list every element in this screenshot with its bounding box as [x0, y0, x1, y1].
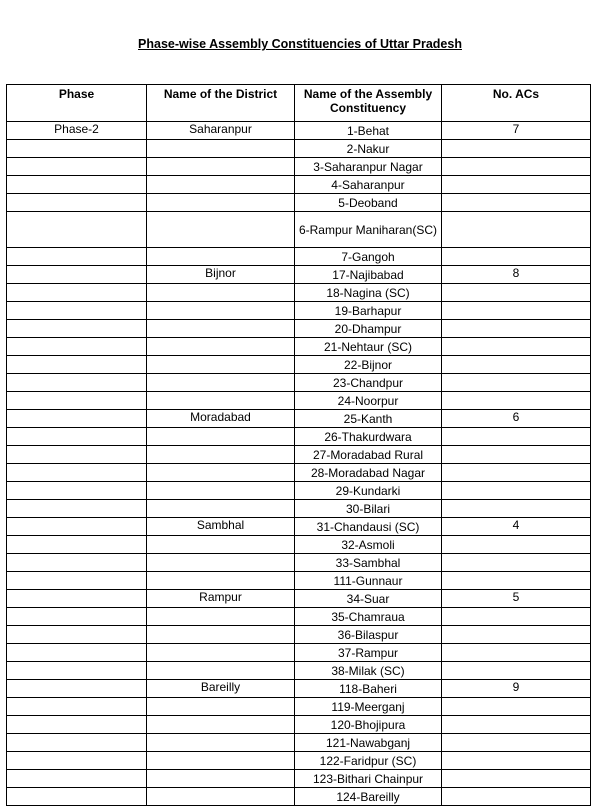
cell-constituency: 111-Gunnaur — [295, 572, 442, 590]
table-row — [7, 302, 591, 320]
cell-phase — [7, 734, 147, 752]
table-row — [7, 140, 591, 158]
cell-district — [147, 482, 295, 500]
table-row — [7, 464, 591, 482]
cell-phase — [7, 140, 147, 158]
cell-constituency: 1-Behat — [295, 122, 442, 140]
cell-phase — [7, 338, 147, 356]
cell-phase — [7, 194, 147, 212]
table-row — [7, 374, 591, 392]
cell-district — [147, 284, 295, 302]
table-row — [7, 392, 591, 410]
cell-district: Bareilly — [147, 680, 295, 698]
table-row — [7, 644, 591, 662]
cell-count — [442, 338, 591, 356]
cell-constituency: 38-Milak (SC) — [295, 662, 442, 680]
cell-district — [147, 158, 295, 176]
cell-constituency: 27-Moradabad Rural — [295, 446, 442, 464]
cell-phase: Phase-2 — [7, 122, 147, 140]
table-row — [7, 572, 591, 590]
cell-count — [442, 482, 591, 500]
cell-constituency: 25-Kanth — [295, 410, 442, 428]
cell-district: Saharanpur — [147, 122, 295, 140]
cell-constituency: 5-Deoband — [295, 194, 442, 212]
header-district: Name of the District — [147, 85, 295, 122]
cell-count: 5 — [442, 590, 591, 608]
cell-district — [147, 428, 295, 446]
cell-phase — [7, 644, 147, 662]
cell-count: 9 — [442, 680, 591, 698]
cell-phase — [7, 608, 147, 626]
cell-count — [442, 374, 591, 392]
cell-constituency: 123-Bithari Chainpur — [295, 770, 442, 788]
table-header-row — [7, 85, 591, 122]
cell-district — [147, 338, 295, 356]
cell-constituency: 121-Nawabganj — [295, 734, 442, 752]
cell-district: Sambhal — [147, 518, 295, 536]
table-row — [7, 608, 591, 626]
cell-district — [147, 500, 295, 518]
cell-phase — [7, 320, 147, 338]
cell-phase — [7, 788, 147, 806]
table-row — [7, 176, 591, 194]
cell-phase — [7, 680, 147, 698]
cell-phase — [7, 572, 147, 590]
cell-constituency: 30-Bilari — [295, 500, 442, 518]
cell-constituency: 19-Barhapur — [295, 302, 442, 320]
cell-district — [147, 356, 295, 374]
cell-constituency: 122-Faridpur (SC) — [295, 752, 442, 770]
cell-phase — [7, 770, 147, 788]
table-row — [7, 554, 591, 572]
cell-phase — [7, 284, 147, 302]
cell-constituency: 17-Najibabad — [295, 266, 442, 284]
cell-count — [442, 212, 591, 248]
cell-constituency: 120-Bhojipura — [295, 716, 442, 734]
cell-district — [147, 176, 295, 194]
document-title: Phase-wise Assembly Constituencies of Uttar Pradesh — [138, 37, 462, 51]
cell-count — [442, 428, 591, 446]
table-row — [7, 266, 591, 284]
table-row — [7, 662, 591, 680]
cell-district: Moradabad — [147, 410, 295, 428]
cell-constituency: 35-Chamraua — [295, 608, 442, 626]
cell-district — [147, 608, 295, 626]
cell-phase — [7, 392, 147, 410]
table-body — [7, 122, 591, 806]
cell-district — [147, 698, 295, 716]
cell-district — [147, 752, 295, 770]
cell-constituency: 34-Suar — [295, 590, 442, 608]
cell-constituency: 2-Nakur — [295, 140, 442, 158]
cell-phase — [7, 482, 147, 500]
table-row — [7, 518, 591, 536]
table-row — [7, 320, 591, 338]
cell-constituency: 26-Thakurdwara — [295, 428, 442, 446]
cell-constituency: 119-Meerganj — [295, 698, 442, 716]
cell-count — [442, 392, 591, 410]
cell-count — [442, 536, 591, 554]
cell-phase — [7, 500, 147, 518]
cell-count: 8 — [442, 266, 591, 284]
cell-district — [147, 446, 295, 464]
cell-constituency: 22-Bijnor — [295, 356, 442, 374]
cell-district — [147, 554, 295, 572]
table-row — [7, 716, 591, 734]
cell-district — [147, 248, 295, 266]
table-row — [7, 356, 591, 374]
cell-district — [147, 320, 295, 338]
cell-phase — [7, 662, 147, 680]
cell-district — [147, 716, 295, 734]
cell-phase — [7, 248, 147, 266]
cell-count — [442, 644, 591, 662]
cell-count — [442, 248, 591, 266]
cell-phase — [7, 410, 147, 428]
cell-constituency: 118-Baheri — [295, 680, 442, 698]
constituency-table — [6, 84, 591, 806]
cell-constituency: 20-Dhampur — [295, 320, 442, 338]
cell-constituency: 29-Kundarki — [295, 482, 442, 500]
cell-phase — [7, 590, 147, 608]
cell-count — [442, 158, 591, 176]
table-row — [7, 734, 591, 752]
cell-phase — [7, 626, 147, 644]
cell-phase — [7, 518, 147, 536]
cell-constituency: 36-Bilaspur — [295, 626, 442, 644]
table-row — [7, 446, 591, 464]
cell-count — [442, 464, 591, 482]
cell-count: 6 — [442, 410, 591, 428]
table-row — [7, 536, 591, 554]
header-phase: Phase — [7, 85, 147, 122]
cell-count — [442, 356, 591, 374]
cell-phase — [7, 356, 147, 374]
cell-district — [147, 536, 295, 554]
cell-constituency: 7-Gangoh — [295, 248, 442, 266]
cell-phase — [7, 446, 147, 464]
table-row — [7, 626, 591, 644]
cell-constituency: 18-Nagina (SC) — [295, 284, 442, 302]
cell-count — [442, 716, 591, 734]
cell-count — [442, 140, 591, 158]
cell-district — [147, 662, 295, 680]
table-row — [7, 248, 591, 266]
table-row — [7, 482, 591, 500]
cell-constituency: 124-Bareilly — [295, 788, 442, 806]
cell-phase — [7, 716, 147, 734]
table-row — [7, 770, 591, 788]
cell-count — [442, 500, 591, 518]
table-row — [7, 680, 591, 698]
table-row — [7, 158, 591, 176]
cell-phase — [7, 212, 147, 248]
cell-phase — [7, 464, 147, 482]
cell-phase — [7, 176, 147, 194]
cell-district — [147, 302, 295, 320]
cell-constituency: 23-Chandpur — [295, 374, 442, 392]
header-count: No. ACs — [442, 85, 591, 122]
cell-count — [442, 572, 591, 590]
cell-count — [442, 788, 591, 806]
cell-count — [442, 176, 591, 194]
table-row — [7, 338, 591, 356]
cell-district — [147, 734, 295, 752]
cell-count — [442, 194, 591, 212]
cell-count: 4 — [442, 518, 591, 536]
cell-constituency: 32-Asmoli — [295, 536, 442, 554]
cell-district — [147, 140, 295, 158]
cell-phase — [7, 752, 147, 770]
cell-district: Rampur — [147, 590, 295, 608]
cell-constituency: 37-Rampur — [295, 644, 442, 662]
cell-count — [442, 734, 591, 752]
table-row — [7, 590, 591, 608]
cell-phase — [7, 158, 147, 176]
table-row — [7, 788, 591, 806]
cell-district — [147, 212, 295, 248]
cell-phase — [7, 428, 147, 446]
table-row — [7, 410, 591, 428]
cell-district — [147, 626, 295, 644]
cell-district — [147, 392, 295, 410]
cell-constituency: 31-Chandausi (SC) — [295, 518, 442, 536]
cell-count — [442, 752, 591, 770]
cell-constituency: 28-Moradabad Nagar — [295, 464, 442, 482]
cell-phase — [7, 302, 147, 320]
cell-constituency: 6-Rampur Maniharan(SC) — [295, 212, 442, 248]
cell-constituency: 4-Saharanpur — [295, 176, 442, 194]
cell-count — [442, 554, 591, 572]
cell-district — [147, 788, 295, 806]
cell-count — [442, 698, 591, 716]
cell-count: 7 — [442, 122, 591, 140]
cell-count — [442, 446, 591, 464]
table-row — [7, 122, 591, 140]
cell-constituency: 33-Sambhal — [295, 554, 442, 572]
header-constituency: Name of the Assembly Constituency — [295, 85, 442, 122]
cell-district — [147, 194, 295, 212]
cell-district — [147, 374, 295, 392]
table-row — [7, 212, 591, 248]
cell-phase — [7, 266, 147, 284]
table-row — [7, 752, 591, 770]
cell-constituency: 3-Saharanpur Nagar — [295, 158, 442, 176]
cell-count — [442, 320, 591, 338]
cell-count — [442, 770, 591, 788]
table-row — [7, 284, 591, 302]
table-row — [7, 698, 591, 716]
cell-district: Bijnor — [147, 266, 295, 284]
cell-count — [442, 608, 591, 626]
cell-district — [147, 770, 295, 788]
cell-constituency: 24-Noorpur — [295, 392, 442, 410]
table-row — [7, 194, 591, 212]
cell-count — [442, 302, 591, 320]
cell-phase — [7, 536, 147, 554]
cell-phase — [7, 698, 147, 716]
cell-district — [147, 644, 295, 662]
cell-count — [442, 662, 591, 680]
cell-district — [147, 572, 295, 590]
cell-count — [442, 626, 591, 644]
cell-constituency: 21-Nehtaur (SC) — [295, 338, 442, 356]
table-row — [7, 428, 591, 446]
cell-district — [147, 464, 295, 482]
table-row — [7, 500, 591, 518]
cell-phase — [7, 554, 147, 572]
cell-count — [442, 284, 591, 302]
cell-phase — [7, 374, 147, 392]
